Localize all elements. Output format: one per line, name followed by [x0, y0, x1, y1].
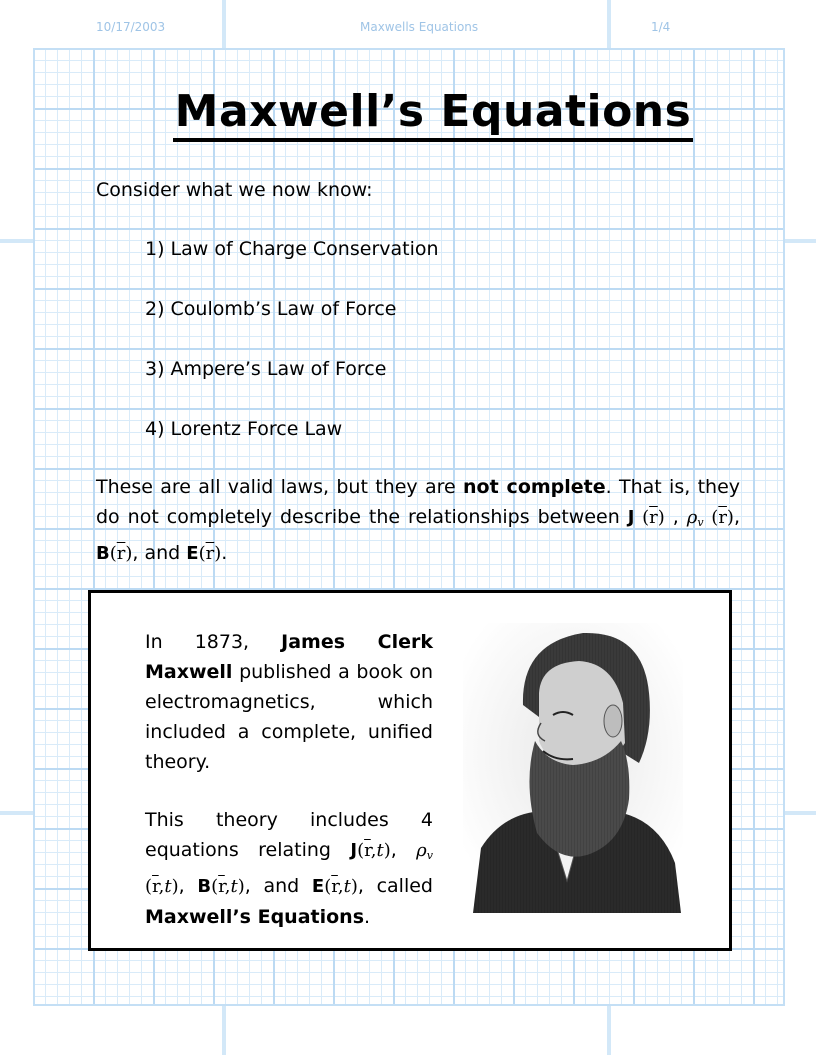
intro-text: Consider what we now know: [96, 179, 373, 201]
maxwell-name: James Clerk Maxwell [145, 631, 433, 683]
not-complete-emphasis: not complete [463, 476, 606, 498]
law-item: 2) Coulomb’s Law of Force [145, 298, 397, 320]
maxwell-info-text [145, 627, 433, 960]
page-title: Maxwell’s Equations [0, 86, 816, 137]
charge-density-symbol: $\rho_v$ $(\overline{r})$ [686, 507, 734, 529]
law-item: 4) Lorentz Force Law [145, 418, 343, 440]
maxwell-info-box [88, 590, 732, 951]
maxwell-portrait-image [463, 623, 683, 913]
header-doc-title: Maxwells Equations [360, 20, 479, 34]
maxwells-equations-term: Maxwell’s Equations [145, 906, 365, 928]
header-date: 10/17/2003 [96, 20, 166, 34]
electric-field-symbol: $E(\overline{r})$ [186, 543, 222, 564]
incompleteness-paragraph: These are all valid laws, but they are not complete. That is, they do not completely describe the relationships between J $(\overline{r})$ , $\rho_v$ $(\overline{r})$, $B(\overline{r})$, and $E(\overline{r})$. [96, 476, 741, 564]
law-item: 1) Law of Charge Conservation [145, 238, 439, 260]
law-item: 3) Ampere’s Law of Force [145, 358, 387, 380]
magnetic-field-symbol: $B(\overline{r})$ [96, 543, 133, 564]
current-density-symbol: J $(\overline{r})$ [627, 507, 665, 528]
history-paragraph: In 1873, James Clerk Maxwell published a book on electromagnetics, which included a complete, unified theory. [145, 631, 433, 773]
theory-paragraph: This theory includes 4 equations relating $J(\overline{r},t)$, $\rho_v$ $(\overline{r},t)$, $B(\overline{r},t)$, and $E(\overline{r},t)$, called Maxwell’s Equations. [145, 809, 433, 928]
header-page-number: 1/4 [651, 20, 671, 34]
